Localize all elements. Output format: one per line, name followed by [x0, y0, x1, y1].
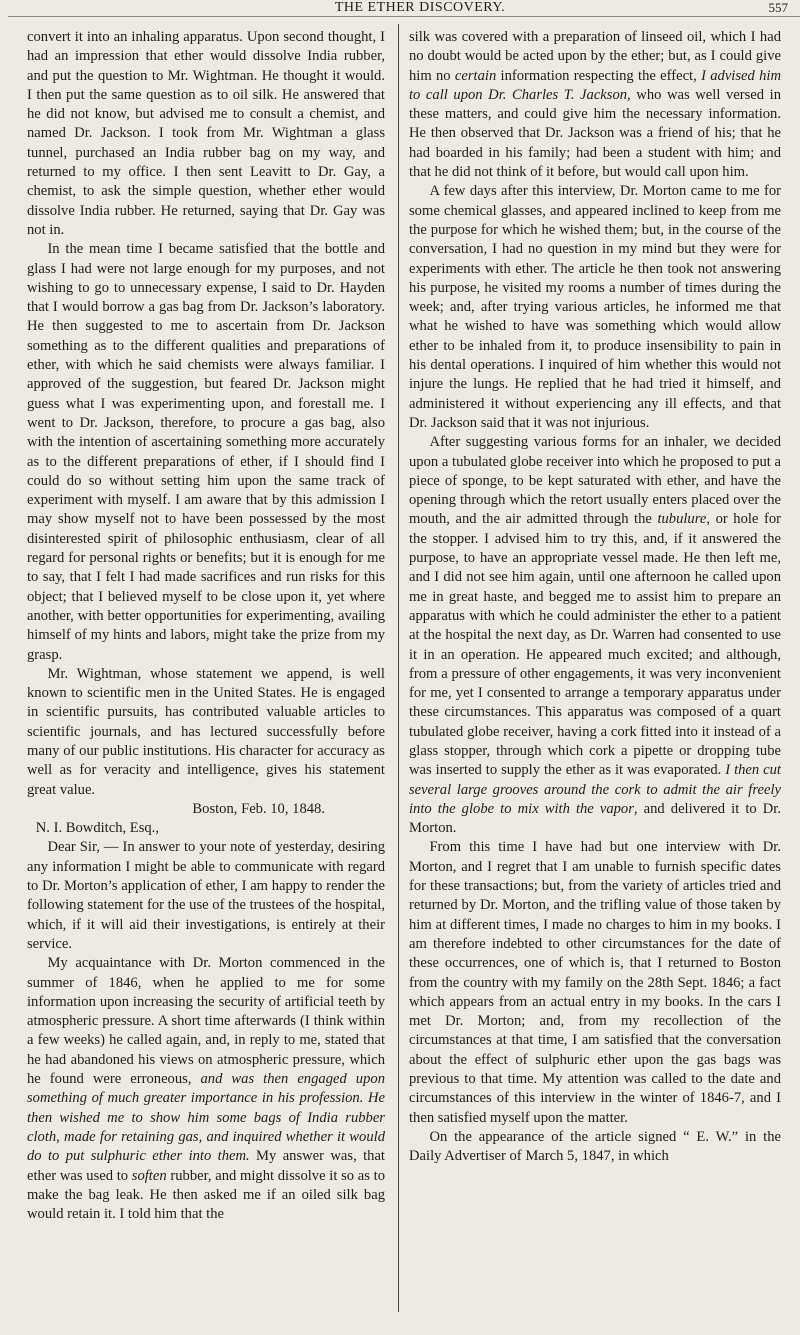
paragraph [409, 433, 781, 838]
text-run: who was well versed in these matters, and could give him the necessary information. He then observed that Dr. Jackson was a friend of his; that he had boarded in his family; had been a student with him; and that he did not think of it before, but would call upon him. [409, 86, 781, 181]
running-title: THE ETHER DISCOVERY. [334, 0, 506, 15]
column-divider [398, 24, 399, 1312]
italic-text: soften [131, 1167, 167, 1184]
page-number: 557 [768, 0, 788, 15]
letter-addressee: N. I. Bowditch, Esq., [35, 820, 159, 837]
text-run: , and delivered it to Dr. Morton. [409, 800, 781, 837]
letter-dateline: Boston, Feb. 10, 1848. [192, 800, 325, 817]
paragraph: On the appearance of the article signed “ E. W.” in the Daily Advertiser of March 5, 1847, in which [409, 1128, 781, 1165]
left-column [27, 28, 385, 1224]
right-column [409, 28, 781, 1167]
italic-text: I then cut several large grooves around the cork to admit the air freely into the globe to mix with the vapor [409, 762, 781, 817]
paragraph: Dear Sir, — In answer to your note of yesterday, desiring any information I might be able to communicate with regard to Dr. Morton’s application of ether, I am happy to render the following statement for the use of the trustees of the hospital, which, if it will aid their investigations, is entirely at their service. [27, 839, 385, 952]
italic-text: I advised him to call upon Dr. Charles T. Jackson, [409, 67, 781, 103]
text-run: My answer was, that ether was used to [27, 1148, 385, 1184]
paragraph [27, 954, 385, 1224]
italic-text: and was then engaged upon something of much greater importance in his profession. He then wished me to show him some bags of India rubber cloth, made for retaining gas, and inquired whether it would do to put sulphuric ether into them. [27, 1071, 385, 1165]
paragraph [409, 28, 781, 182]
paragraph: A few days after this interview, Dr. Morton came to me for some chemical glasses, and appeared inclined to keep from me the purpose for which he wished them; but, in the course of the conversation, I had no question in my mind but they were for experiments with ether. The article he then took not answering his purpose, he visited my rooms a number of times during the week; and, after trying various articles, he informed me that what he wished to have was something which would allow ether to be inhaled from it, to produce insensibility to pain in his dental operations. I inquired of him whether this would not injure the lungs. He replied that he had tried it himself, and administered it without experiencing any ill effects, and that Dr. Jackson said that it was not injurious. [409, 183, 781, 431]
paragraph: From this time I have had but one interview with Dr. Morton, and I regret that I am unable to furnish specific dates for these transactions; but, from the variety of articles tried and returned by Dr. Morton, and the trifling value of those taken by him at different times, I made no charges to him in my books. I am therefore indebted to other circumstances for the date of these occurrences, one of which is, that I returned to Boston from the country with my family on the 28th Sept. 1846; a fact which appears from an actual entry in my books. In the cars I met Dr. Morton; and, from my recollection of the circumstances at that time, I am satisfied that the conversation about the effect of sulphuric ether upon the gas bags was previous to that time. My attention was called to the date and circumstances of this interview in the winter of 1846-7, and I then satisfied myself upon the matter. [409, 839, 781, 1126]
text-run: information respecting the effect, [496, 67, 702, 84]
italic-text: tubulure [657, 511, 707, 528]
text-run: My acquaintance with Dr. Morton commenced in the summer of 1846, when he applied to me for some information upon increasing the security of artificial teeth by atmospheric pressure. A short time afterwards (I think within a few weeks) he called again, and, in reply to me, stated that he had abandoned his views on atmospheric pressure, which he found were erroneous, [27, 955, 385, 1088]
header-rule [8, 16, 800, 17]
paragraph: Mr. Wightman, whose statement we append, is well known to scientific men in the United States. He is engaged in scientific pursuits, has contributed valuable articles to scientific journals, and has lectured successfully before many of our public institutions. His character for accuracy as well as for veracity and intelligence, gives his statement great value. [27, 665, 385, 798]
text-run: After suggesting various forms for an inhaler, we decided upon a tubulated globe receiver into which he proposed to put a piece of sponge, to be kept saturated with ether, and have the opening through which the retort usually enters placed over the mouth, and the air admitted through the [409, 434, 781, 528]
text-run: rubber, and might dissolve it so as to make the bag leak. He then asked me if an oiled silk bag would retain it. I told him that the [27, 1167, 385, 1223]
paragraph: convert it into an inhaling apparatus. Upon second thought, I had an impression that ether would dissolve India rubber, and put the question to Mr. Wightman. He thought it would. I then put the same question as to oil silk. He answered that he did not know, but advised me to consult a chemist, and named Dr. Jackson. I took from Mr. Wightman a glass tunnel, purchased an India rubber bag on my way, and returned to my office. I then sent Leavitt to Dr. Gay, a chemist, to ask the simple question, whether ether would dissolve India rubber. He returned, saying that Dr. Gay was not in. [27, 29, 385, 238]
text-run: , or hole for the stopper. I advised him to try this, and, if it answered the purpose, to have an appropriate vessel made. He then left me, and I did not see him again, until one afternoon he called upon me in great haste, and begged me to assist him to prepare an apparatus with which he could administer the ether to a patient at the hospital the next day, as Dr. Warren had consented to use it in an operation. He appeared much excited; and although, from a pressure of other engagements, it was very inconvenient for me, yet I consented to arrange a temporary apparatus under these circumstances. This apparatus was composed of a quart tubulated globe receiver, having a cork fitted into it instead of a glass stopper, through which cork a pipette or dropping tube was inserted to supply the ether as it was evaporated. [409, 511, 781, 779]
paragraph: In the mean time I became satisfied that the bottle and glass I had were not large enough for my purposes, and not wishing to go to unnecessary expense, I said to Dr. Hayden that I would borrow a gas bag from Dr. Jackson’s laboratory. He then suggested to me to ascertain from Dr. Jackson something as to the different qualities and preparations of ether, with which he said chemists were always familiar. I approved of the suggestion, but feared Dr. Jackson might guess what I was experimenting upon, and forestall me. I went to Dr. Jackson, therefore, to procure a gas bag, also with the intention of ascertaining something more accurately as to the different preparations of ether, if I should find I could do so without setting him upon the same track of experiment with myself. I am aware that by this admission I may show myself not to have been possessed by the most disinterested spirit of philosophic enthusiasm, clear of all regard for personal rights or benefits; but it is enough for me to say, that I felt I had made sacrifices and run risks for this object; that I believed myself to be close upon it, yet where another, with better opportunities for experimenting, availing himself of my hints and labors, might take the prize from my grasp. [27, 241, 385, 663]
text-run: silk was covered with a preparation of linseed oil, which I had no doubt would be acted upon by the ether; but, as I could give him no [409, 29, 781, 84]
italic-text: certain [454, 67, 497, 84]
